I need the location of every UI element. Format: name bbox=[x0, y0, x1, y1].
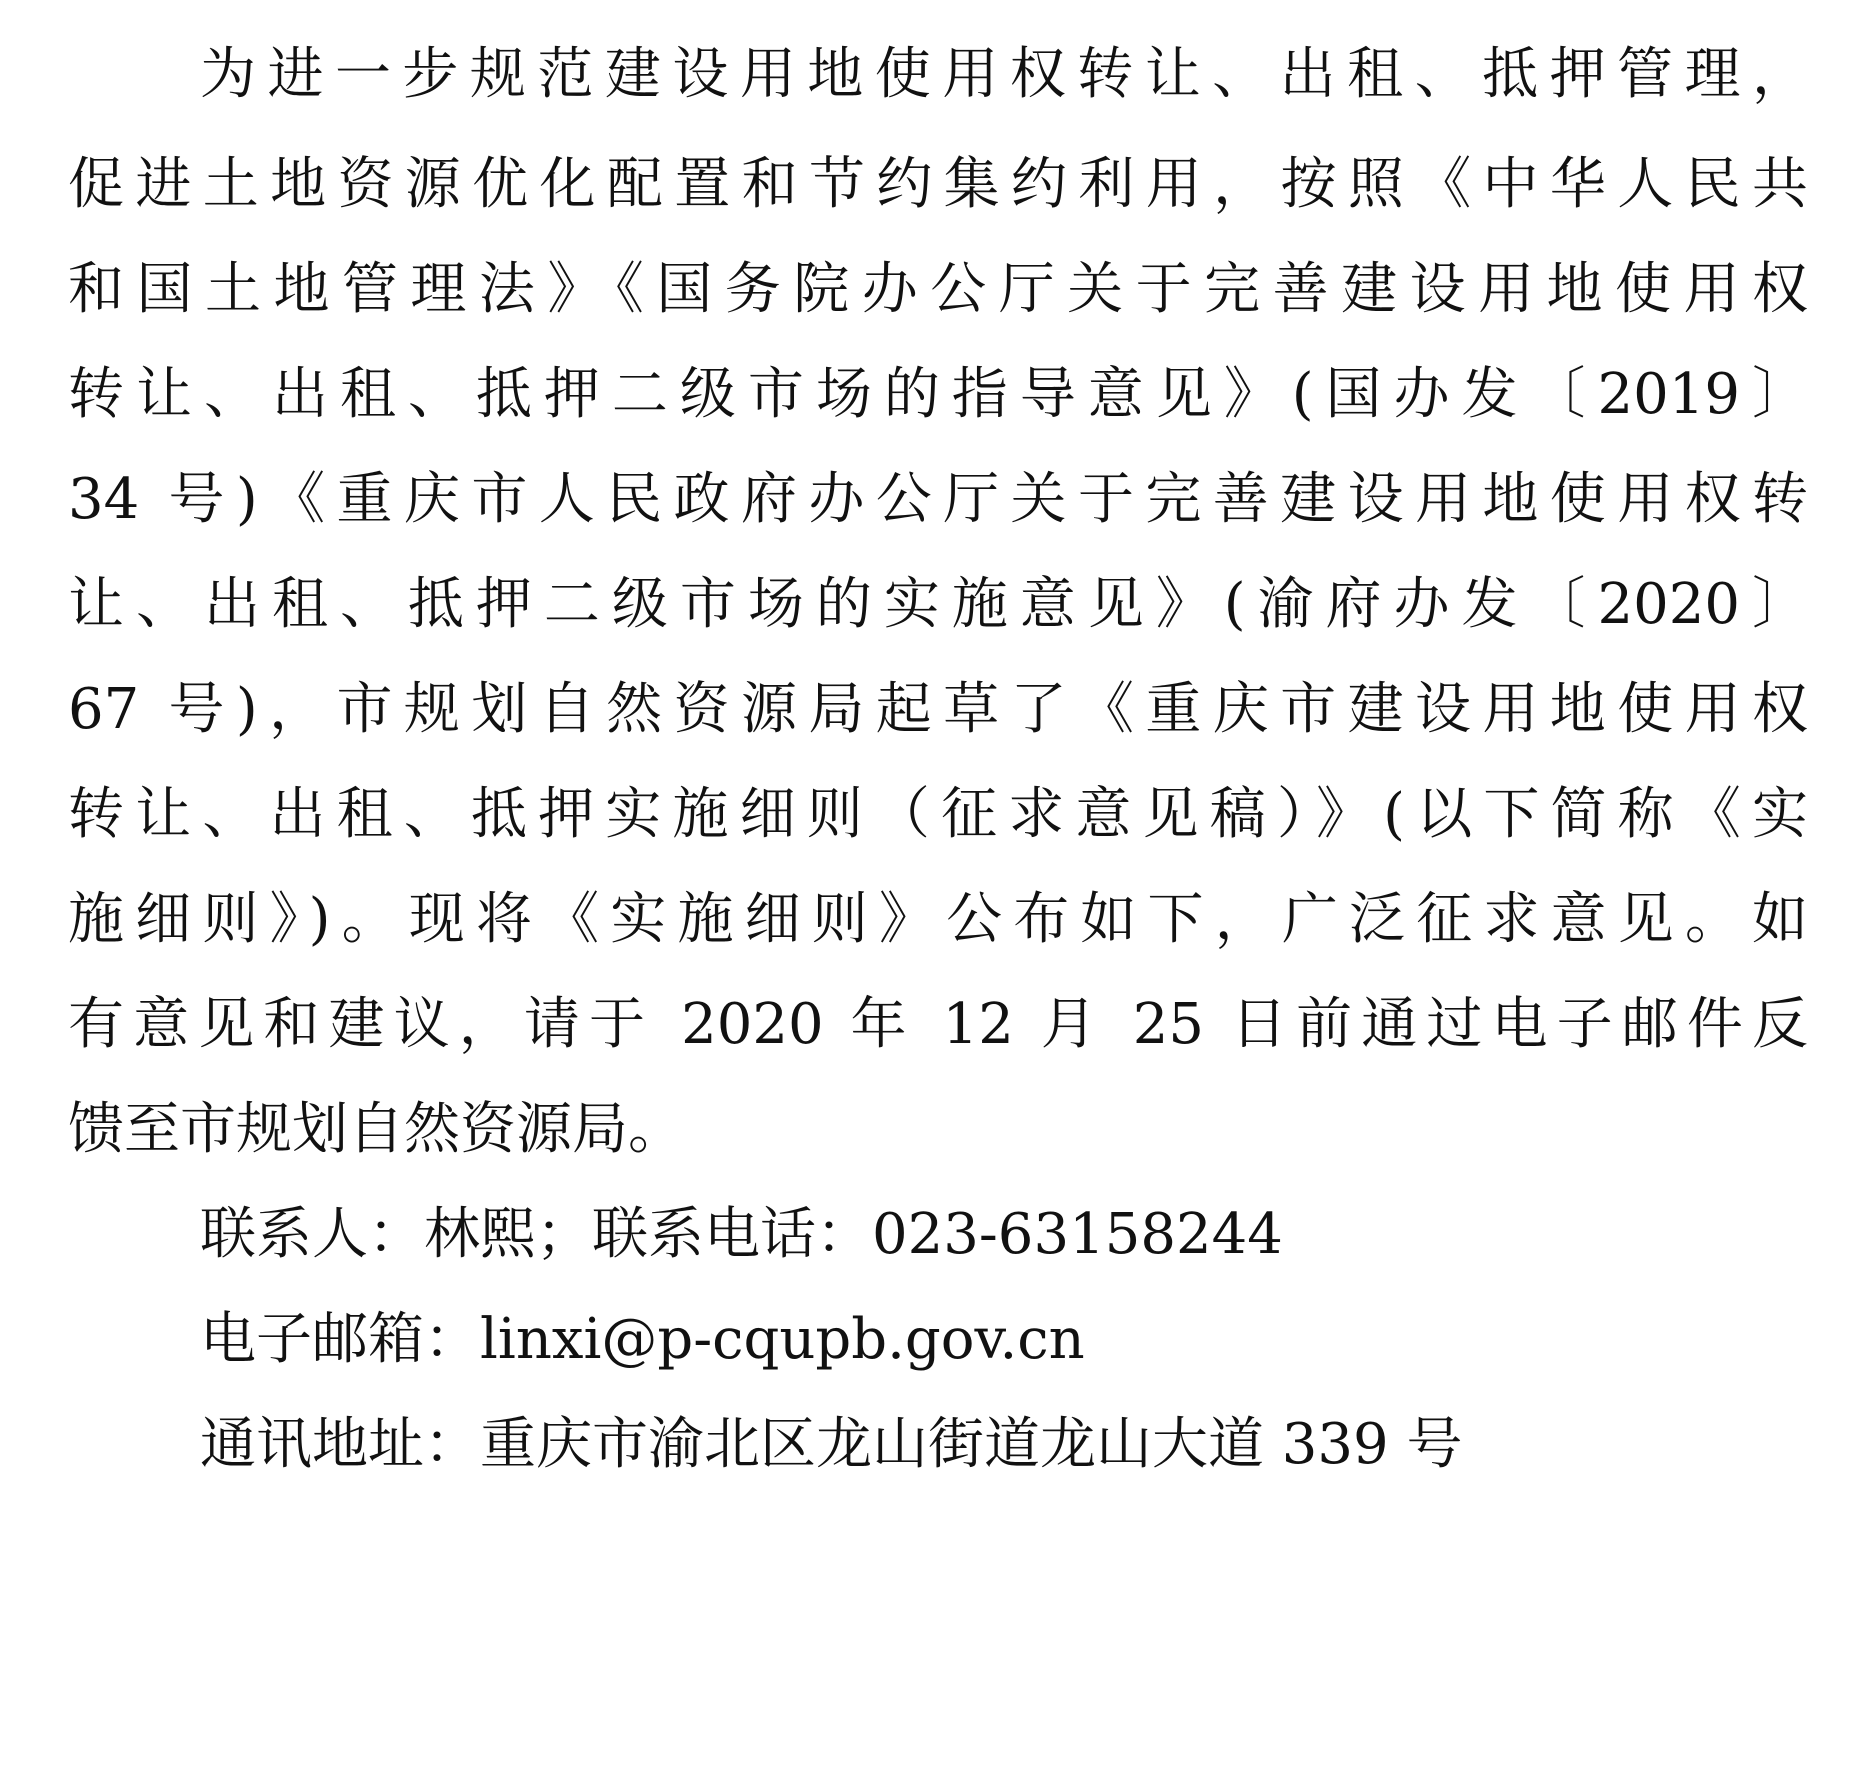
paragraph-line-5: 34 号)《重庆市人民政府办公厅关于完善建设用地使用权转 bbox=[68, 467, 1808, 532]
paragraph-line-10: 有意见和建议，请于 2020 年 12 月 25 日前通过电子邮件反 bbox=[68, 992, 1808, 1057]
paragraph-line-2: 促进土地资源优化配置和节约集约利用，按照《中华人民共 bbox=[68, 152, 1808, 217]
paragraph-line-8: 转让、出租、抵押实施细则（征求意见稿）》(以下简称《实 bbox=[68, 782, 1808, 847]
paragraph-line-11: 馈至市规划自然资源局。 bbox=[68, 1097, 684, 1162]
paragraph-line-4: 转让、出租、抵押二级市场的指导意见》(国办发〔2019〕 bbox=[68, 362, 1808, 427]
contact-person-line: 联系人：林熙；联系电话：023-63158244 bbox=[200, 1202, 1283, 1267]
paragraph-line-6: 让、出租、抵押二级市场的实施意见》(渝府办发〔2020〕 bbox=[68, 572, 1808, 637]
contact-email-line: 电子邮箱：linxi@p-cqupb.gov.cn bbox=[200, 1307, 1085, 1372]
paragraph-line-9: 施细则》)。现将《实施细则》公布如下，广泛征求意见。如 bbox=[68, 887, 1808, 952]
contact-address-line: 通讯地址：重庆市渝北区龙山街道龙山大道 339 号 bbox=[200, 1412, 1463, 1477]
paragraph-line-1: 为进一步规范建设用地使用权转让、出租、抵押管理， bbox=[200, 42, 1808, 107]
paragraph-line-7: 67 号)，市规划自然资源局起草了《重庆市建设用地使用权 bbox=[68, 677, 1808, 742]
paragraph-line-3: 和国土地管理法》《国务院办公厅关于完善建设用地使用权 bbox=[68, 257, 1808, 322]
